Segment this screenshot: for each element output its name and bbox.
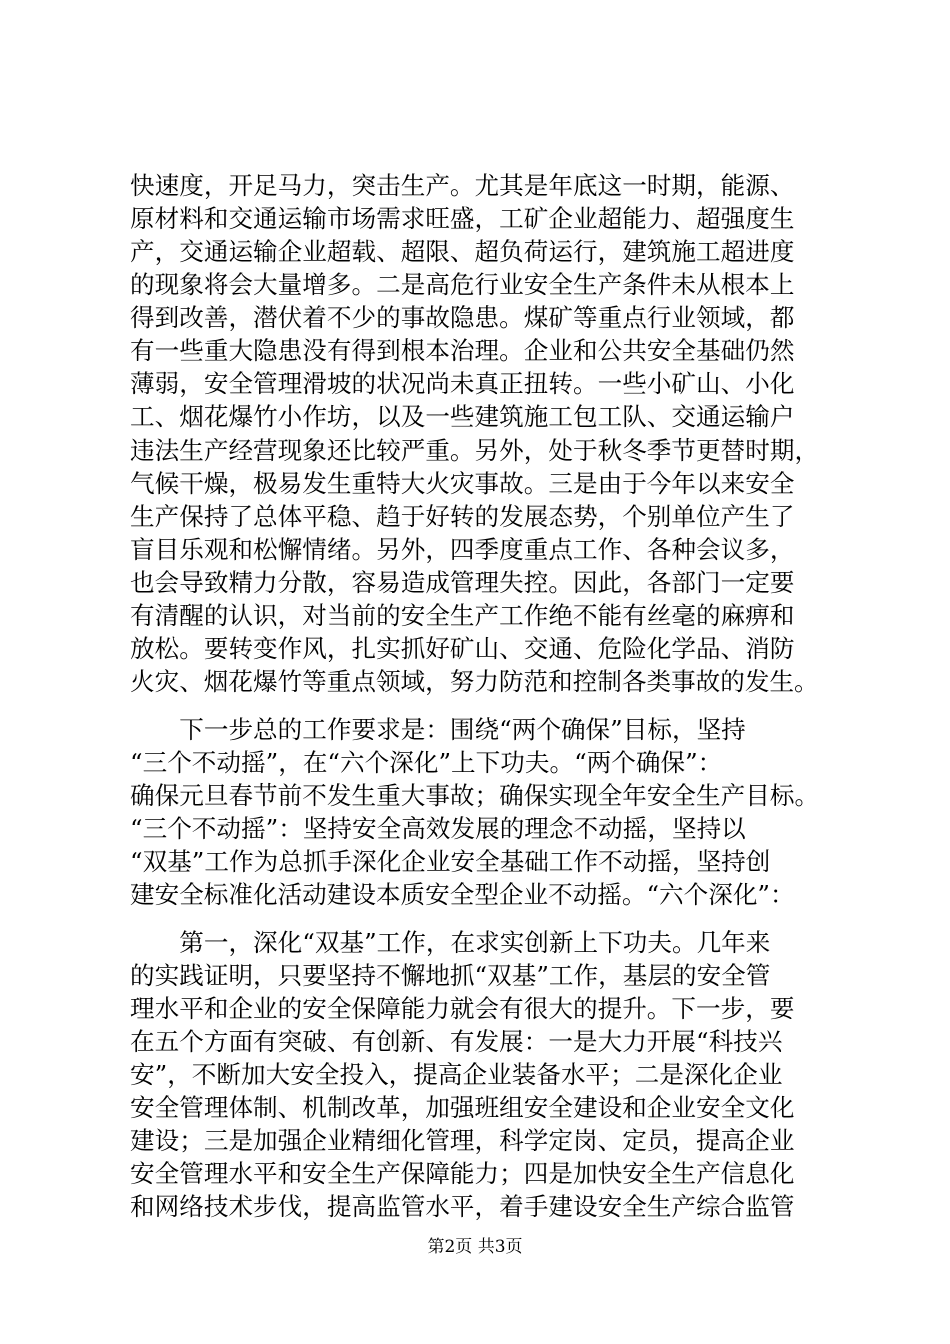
body-text-line: 原材料和交通运输市场需求旺盛，工矿企业超能力、超强度生 <box>130 204 795 234</box>
body-text-line: 第一，深化“双基”工作，在求实创新上下功夫。几年来 <box>179 927 771 957</box>
page-footer: 第2页 共3页 <box>427 1237 523 1257</box>
body-text-line: 盲目乐观和松懈情绪。另外，四季度重点工作、各种会议多， <box>130 534 795 564</box>
body-text-line: 有清醒的认识，对当前的安全生产工作绝不能有丝毫的麻痹和 <box>130 600 795 630</box>
body-text-line: 得到改善，潜伏着不少的事故隐患。煤矿等重点行业领域，都 <box>130 303 795 333</box>
body-text-line: 安”，不断加大安全投入，提高企业装备水平；二是深化企业 <box>130 1059 783 1089</box>
body-text-line: 理水平和企业的安全保障能力就会有很大的提升。下一步，要 <box>130 993 795 1023</box>
body-text-line: 下一步总的工作要求是：围绕“两个确保”目标，坚持 <box>179 714 746 744</box>
body-text-line: 薄弱，安全管理滑坡的状况尚未真正扭转。一些小矿山、小化 <box>130 369 795 399</box>
body-text-line: 放松。要转变作风，扎实抓好矿山、交通、危险化学品、消防 <box>130 633 795 663</box>
body-text-line: 快速度，开足马力，突击生产。尤其是年底这一时期，能源、 <box>130 171 795 200</box>
body-text-line: 的现象将会大量增多。二是高危行业安全生产条件未从根本上 <box>130 270 795 300</box>
body-text-line: “三个不动摇”，在“六个深化”上下功夫。“两个确保”： <box>130 747 723 777</box>
body-text-line: 生产保持了总体平稳、趋于好转的发展态势，个别单位产生了 <box>130 501 795 531</box>
body-text-line: 建安全标准化活动建设本质安全型企业不动摇。“六个深化”： <box>130 879 795 909</box>
body-text-line: 气候干燥，极易发生重特大火灾事故。三是由于今年以来安全 <box>130 468 795 498</box>
body-text-line: 和网络技术步伐，提高监管水平，着手建设安全生产综合监管 <box>130 1192 795 1221</box>
body-text-line: 建设；三是加强企业精细化管理，科学定岗、定员，提高企业 <box>130 1125 795 1155</box>
body-text-line: 安全管理水平和安全生产保障能力；四是加快安全生产信息化 <box>130 1158 795 1188</box>
body-text-line: 的实践证明，只要坚持不懈地抓“双基”工作，基层的安全管 <box>130 960 771 990</box>
body-text-line: “双基”工作为总抓手深化企业安全基础工作不动摇，坚持创 <box>130 846 771 876</box>
body-text-line: 确保元旦春节前不发生重大事故；确保实现全年安全生产目标。 <box>130 780 820 810</box>
body-text-line: 在五个方面有突破、有创新、有发展：一是大力开展“科技兴 <box>130 1026 783 1056</box>
body-text-line: 产，交通运输企业超载、超限、超负荷运行，建筑施工超进度 <box>130 237 795 267</box>
body-text-line: 有一些重大隐患没有得到根本治理。企业和公共安全基础仍然 <box>130 336 795 366</box>
body-text-line: 安全管理体制、机制改革，加强班组安全建设和企业安全文化 <box>130 1092 795 1122</box>
body-text-line: 违法生产经营现象还比较严重。另外，处于秋冬季节更替时期， <box>130 435 820 465</box>
body-text-line: 工、烟花爆竹小作坊，以及一些建筑施工包工队、交通运输户 <box>130 402 795 432</box>
body-text-line: 也会导致精力分散，容易造成管理失控。因此，各部门一定要 <box>130 567 795 597</box>
body-text-line: 火灾、烟花爆竹等重点领域，努力防范和控制各类事故的发生。 <box>130 666 819 696</box>
body-text-line: “三个不动摇”：坚持安全高效发展的理念不动摇，坚持以 <box>130 813 746 843</box>
